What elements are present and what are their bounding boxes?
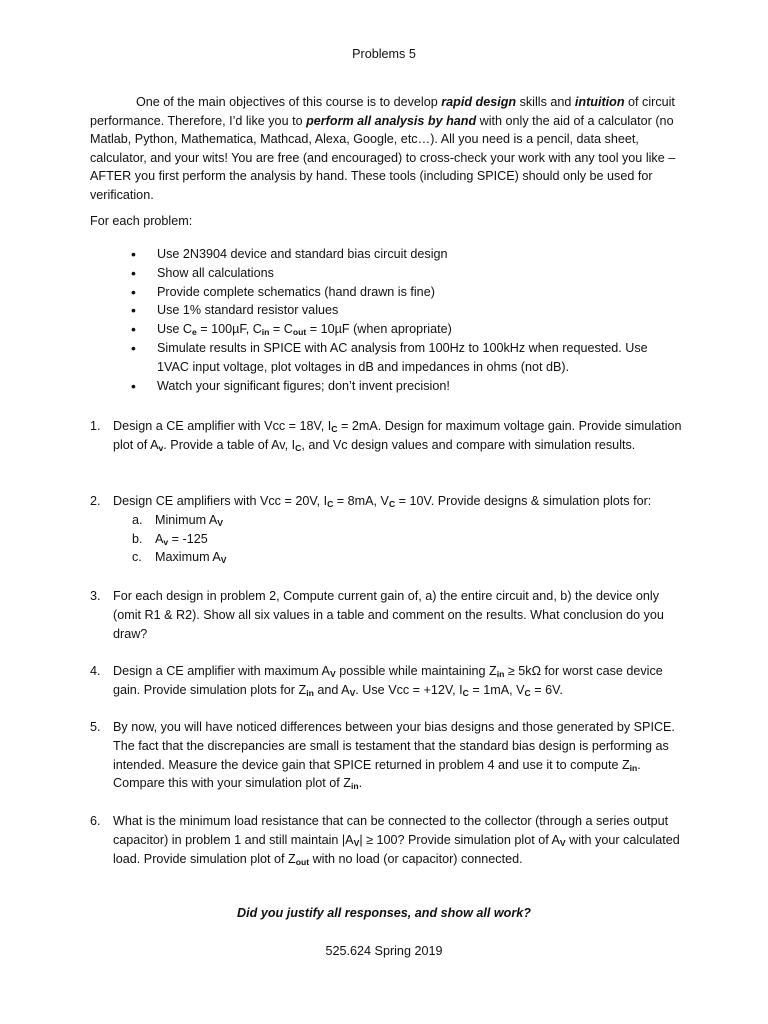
intro-text-4: with only the aid of a calculator (no Matlab, Python, Mathematica, Mathcad, Alexa, Google, etc…). All you need is a pencil, data sheet, calculator, and your wits! You are free (and encouraged) to cross-check your work with any tool you like –AFTER you first perform the analysis by hand. These tools (including SPICE) should only be used for verification.	[90, 113, 676, 202]
bullet-item: • Use 1% standard resistor values	[111, 301, 682, 320]
problem-2	[90, 492, 682, 567]
page-title: Problems 5	[352, 47, 416, 61]
text-run: Design CE amplifiers with Vcc = 20V, I	[113, 494, 328, 508]
requirements-list	[111, 245, 682, 395]
bullet-text: Use C	[157, 322, 192, 337]
problem-5	[90, 718, 682, 793]
problem-number: 4.	[90, 664, 101, 678]
course-footer: 525.624 Spring 2019	[325, 944, 443, 958]
intro-emphasis-intuition: intuition	[574, 95, 625, 109]
problem-number: 6.	[90, 814, 101, 828]
text-run: .	[358, 776, 363, 791]
bullet-text: = 100µF, C	[196, 322, 262, 337]
subscript: in	[350, 781, 359, 792]
text-run: . Use Vcc = +12V, I	[355, 682, 463, 697]
bullet-item: • Watch your significant figures; don’t invent precision!	[111, 377, 682, 396]
subscript: C	[388, 499, 396, 509]
subscript: in	[496, 669, 505, 679]
subscript: v	[163, 536, 169, 547]
problem-text: For each design in problem 2, Compute current gain of, a) the entire circuit and, b) the device only (omit R1 & R2). Show all six values in a table and comment on the results. What conclusion do you draw?	[113, 589, 664, 641]
subscript: V	[353, 837, 360, 848]
problem-text	[113, 718, 682, 793]
text-run: , and Vc design values and compare with simulation results.	[301, 437, 636, 452]
sub-item-c	[132, 548, 682, 567]
text-run: = 6V.	[530, 682, 563, 697]
intro-emphasis-by-hand: perform all analysis by hand	[306, 113, 477, 128]
text-run: . Provide a table of Av, I	[163, 437, 296, 452]
subscript: in	[306, 687, 314, 698]
closing-question: Did you justify all responses, and show all work?	[237, 906, 531, 920]
text-run: ≥ 5kΩ for worst case device gain. Provide simulation plots for Z	[113, 664, 663, 697]
intro-text-1: One of the main objectives of this course is to develop	[136, 95, 442, 109]
bullet-item: • Show all calculations	[111, 264, 682, 283]
subscript: e	[192, 327, 197, 338]
text-run: with your calculated load. Provide simulation plot of Z	[113, 832, 680, 866]
bullet-text: = C	[269, 322, 293, 337]
subscript: V	[220, 555, 227, 566]
problem-4	[90, 662, 682, 700]
text-run: = 1mA, V	[468, 682, 525, 697]
bullet-item-capacitors	[111, 320, 682, 339]
text-run: and A	[313, 682, 350, 697]
subscript: V	[329, 669, 336, 679]
text-run: | ≥ 100? Provide simulation plot of A	[359, 832, 560, 847]
intro-text-2: skills and	[516, 95, 575, 109]
text-run: Design a CE amplifier with maximum A	[113, 664, 330, 678]
problem-number: 2.	[90, 494, 101, 508]
problem-text	[113, 492, 682, 511]
text-run: = 2mA. Design for maximum voltage gain. Provide simulation plot of A	[113, 419, 682, 452]
text-run: Design a CE amplifier with Vcc = 18V, I	[113, 419, 332, 433]
text-run: Minimum A	[155, 512, 218, 527]
bullet-text: = 10µF (when apropriate)	[306, 322, 452, 337]
text-run: with no load (or capacitor) connected.	[309, 851, 523, 866]
text-run: = 10V. Provide designs & simulation plots for:	[395, 494, 652, 508]
subscript: in	[261, 327, 270, 338]
subscript: C	[331, 424, 338, 434]
subscript: out	[292, 327, 307, 338]
problem-3	[90, 587, 682, 643]
subscript: in	[629, 762, 638, 773]
sub-item-label: b.	[132, 531, 143, 546]
subscript: V	[349, 687, 356, 698]
problem-6	[90, 812, 682, 868]
intro-emphasis-rapid-design: rapid design	[441, 95, 517, 109]
text-run: = -125	[168, 531, 208, 546]
subscript: v	[158, 442, 164, 453]
subscript: C	[462, 687, 469, 698]
text-run: possible while maintaining Z	[335, 664, 497, 678]
sub-item-label: a.	[132, 512, 143, 527]
text-run: = 8mA, V	[333, 494, 389, 508]
text-run: What is the minimum load resistance that can be connected to the collector (through a series output capacitor) in problem 1 and still maintain |A	[113, 814, 669, 847]
subscript: C	[524, 687, 531, 698]
text-run: . Compare this with your simulation plot of Z	[113, 757, 641, 791]
for-each-heading: For each problem:	[90, 214, 193, 228]
text-run: A	[155, 531, 164, 546]
bullet-item: • Simulate results in SPICE with AC analysis from 100Hz to 100kHz when requested. Use 1VAC input voltage, plot voltages in dB and impedances in ohms (not dB).	[111, 339, 682, 377]
problem-number: 1.	[90, 419, 101, 433]
sub-item-b	[132, 530, 682, 549]
problem-text	[113, 812, 682, 868]
subscript: V	[217, 517, 224, 528]
bullet-item: • Use 2N3904 device and standard bias circuit design	[111, 245, 682, 264]
problem-1	[90, 417, 682, 455]
problem-text	[113, 662, 682, 700]
problem-number: 5.	[90, 720, 101, 734]
sub-item-a	[132, 511, 682, 530]
intro-text-3: of circuit performance. Therefore, I’d like you to	[90, 95, 675, 128]
text-run: Maximum A	[155, 550, 221, 565]
bullet-item: • Provide complete schematics (hand drawn is fine)	[111, 283, 682, 302]
text-run: By now, you will have noticed differences between your bias designs and those generated by SPICE. The fact that the discrepancies are small is testament that the standard bias design is performing as intended. Measure the device gain that SPICE returned in problem 4 and use it to compute Z	[113, 720, 675, 772]
problem-number: 3.	[90, 589, 101, 603]
problem-text	[113, 417, 682, 455]
intro-paragraph	[90, 93, 682, 205]
sub-item-label: c.	[132, 550, 142, 565]
subscript: V	[559, 837, 566, 848]
subscript: C	[295, 442, 302, 453]
subscript: out	[295, 856, 310, 867]
subscript: C	[327, 499, 334, 509]
